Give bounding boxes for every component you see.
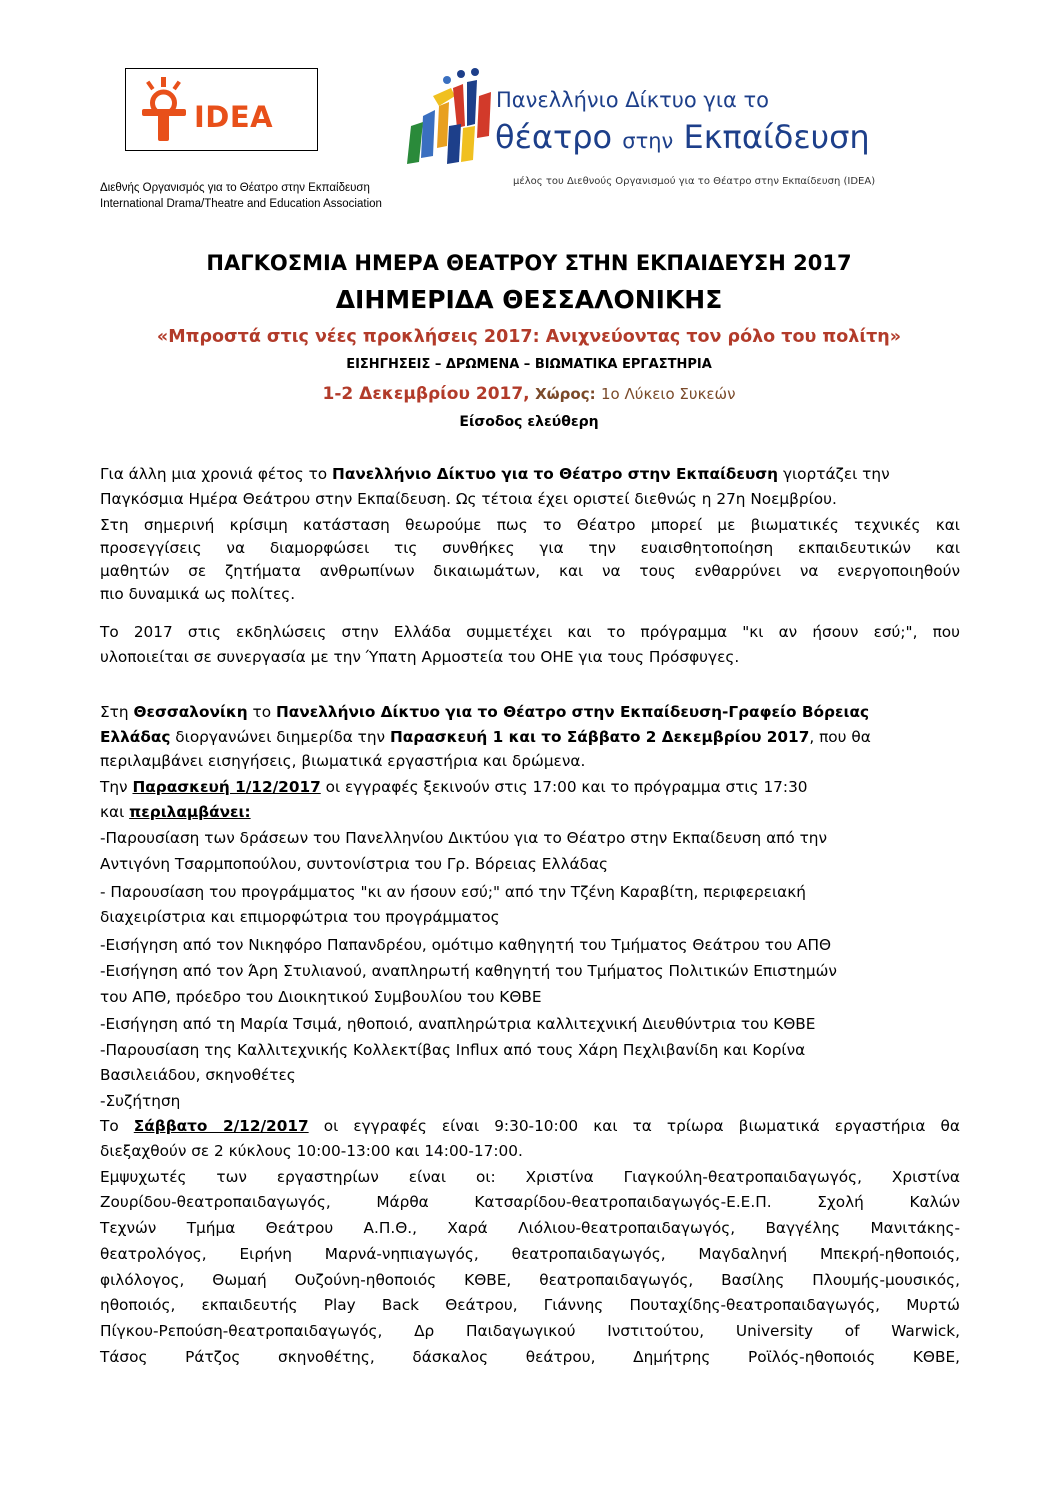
intro-line-2: Παγκόσμια Ημέρα Θεάτρου στην Εκπαίδευση. Ως τέτοια έχει οριστεί διεθνώς η 27η Νοεμβρίου.: [100, 490, 837, 508]
network-logo-line2: θέατρο στην Εκπαίδευση: [495, 118, 870, 156]
page-subtitle: ΔΙΗΜΕΡΙΔΑ ΘΕΣΣΑΛΟΝΙΚΗΣ: [335, 285, 723, 314]
entry-note: Είσοδος ελεύθερη: [459, 414, 599, 430]
idea-logo-text: IDEA: [194, 100, 274, 134]
network-figures-icon: [403, 66, 498, 166]
idea-logo: [125, 68, 318, 151]
saturday-cycles: διεξαχθούν σε 2 κύκλους 10:00-13:00 και 14:00-17:00.: [100, 1142, 523, 1160]
workshop-line: Τάσος Ράτζος σκηνοθέτης, δάσκαλος θεάτρου, Δημήτρης Ροϊλός-ηθοποιός ΚΘΒΕ,: [100, 1348, 960, 1366]
intro-line-5: μαθητών σε ζητήματα ανθρωπίνων δικαιωμάτων, και να τους ενθαρρύνει να ενεργοποιηθούν: [100, 562, 960, 580]
workshop-line: ηθοποιός, εκπαιδευτής Play Back Θεάτρου, Γιάννης Πουταχίδης-θεατροπαιδαγωγός, Μυρτώ: [100, 1296, 960, 1314]
association-english: International Drama/Theatre and Education Association: [100, 198, 382, 210]
association-greek: Διεθνής Οργανισμός για το Θέατρο στην Εκπαίδευση: [100, 182, 370, 194]
intro-line-3: Στη σημερινή κρίσιμη κατάσταση θεωρούμε πως το Θέατρο μπορεί με βιωματικές τεχνικές και: [100, 516, 960, 534]
venue-name: 1ο Λύκειο Συκεών: [601, 385, 736, 403]
intro-line-7: Το 2017 στις εκδηλώσεις στην Ελλάδα συμμετέχει και το πρόγραμμα "κι αν ήσουν εσύ;", που: [100, 623, 960, 641]
program-item: -Εισήγηση από τον Νικηφόρο Παπανδρέου, ομότιμο καθηγητή του Τμήματος Θεάτρου του ΑΠΘ: [100, 936, 832, 954]
thess-line-3: περιλαμβάνει εισηγήσεις, βιωματικά εργαστήρια και δρώμενα.: [100, 752, 586, 770]
intro-line-4: προσεγγίσεις να διαμορφώσει τις συνθήκες για την ευαισθητοποίηση εκπαιδευτικών και: [100, 539, 960, 557]
saturday-line: Το Σάββατο 2/12/2017 οι εγγραφές είναι 9:30-10:00 και τα τρίωρα βιωματικά εργαστήρια θα: [100, 1117, 960, 1135]
event-theme: «Μπροστά στις νέες προκλήσεις 2017: Ανιχνεύοντας τον ρόλο του πολίτη»: [156, 327, 902, 347]
event-dates: [0, 384, 1058, 404]
friday-includes: και περιλαμβάνει:: [100, 803, 251, 821]
event-date-text: 1-2 Δεκεμβρίου 2017,: [322, 384, 530, 404]
workshop-line: Πίγκου-Ρεπούση-θεατροπαιδαγωγός, Δρ Παιδαγωγικού Ινστιτούτου, University of Warwick,: [100, 1322, 960, 1340]
program-item: Αντιγόνη Τσαρμποπούλου, συντονίστρια του Γρ. Βόρειας Ελλάδας: [100, 855, 609, 873]
program-item: διαχειρίστρια και επιμορφώτρια του προγράμματος: [100, 908, 500, 926]
thess-line-2: Ελλάδας διοργανώνει διημερίδα την Παρασκευή 1 και το Σάββατο 2 Δεκεμβρίου 2017, που θα: [100, 728, 871, 746]
network-logo: [403, 66, 876, 198]
workshop-line: Τεχνών Τμήμα Θεάτρου Α.Π.Θ., Χαρά Λιόλιου-θεατροπαιδαγωγός, Βαγγέλης Μανιτάκης-: [100, 1219, 960, 1237]
intro-line-8: υλοποιείται σε συνεργασία με την Ύπατη Αρμοστεία του ΟΗΕ για τους Πρόσφυγες.: [100, 648, 740, 666]
workshop-line: Ζουρίδου-θεατροπαιδαγωγός, Μάρθα Κατσαρίδου-θεατροπαιδαγωγός-Ε.Ε.Π. Σχολή Καλών: [100, 1193, 960, 1211]
thess-line-1: Στη Θεσσαλονίκη το Πανελλήνιο Δίκτυο για το Θέατρο στην Εκπαίδευση-Γραφείο Βόρειας: [100, 703, 870, 721]
program-item: -Συζήτηση: [100, 1092, 181, 1110]
page-title: ΠΑΓΚΟΣΜΙΑ ΗΜΕΡΑ ΘΕΑΤΡΟΥ ΣΤΗΝ ΕΚΠΑΙΔΕΥΣΗ 2017: [206, 251, 852, 275]
intro-line-1: Για άλλη μια χρονιά φέτος το Πανελλήνιο Δίκτυο για το Θέατρο στην Εκπαίδευση γιορτάζει την: [100, 465, 890, 483]
program-item: - Παρουσίαση του προγράμματος "κι αν ήσουν εσύ;" από την Τζένη Καραβίτη, περιφερειακή: [100, 883, 806, 901]
event-formats: ΕΙΣΗΓΗΣΕΙΣ – ΔΡΩΜΕΝΑ – ΒΙΩΜΑΤΙΚΑ ΕΡΓΑΣΤΗΡΙΑ: [346, 357, 712, 372]
idea-figure-icon: [138, 75, 190, 145]
program-item: -Παρουσίαση των δράσεων του Πανελληνίου Δικτύου για το Θέατρο στην Εκπαίδευση από την: [100, 829, 828, 847]
venue-label: Χώρος:: [535, 385, 596, 403]
network-logo-tagline: μέλος του Διεθνούς Οργανισμού για το Θέατρο στην Εκπαίδευση (IDEA): [513, 176, 876, 187]
network-logo-line1: Πανελλήνιο Δίκτυο για το: [496, 88, 769, 112]
friday-line: Την Παρασκευή 1/12/2017 οι εγγραφές ξεκινούν στις 17:00 και το πρόγραμμα στις 17:30: [100, 778, 808, 796]
workshop-line: θεατρολόγος, Ειρήνη Μαρνά-νηπιαγωγός, θεατροπαιδαγωγός, Μαγδαληνή Μπεκρή-ηθοποιός,: [100, 1245, 960, 1263]
program-item: του ΑΠΘ, πρόεδρο του Διοικητικού Συμβουλίου του ΚΘΒΕ: [100, 988, 542, 1006]
workshop-line: φιλόλογος, Θωμαή Ουζούνη-ηθοποιός ΚΘΒΕ, θεατροπαιδαγωγός, Βασίλης Πλουμής-μουσικός,: [100, 1271, 960, 1289]
intro-line-6: πιο δυναμικά ως πολίτες.: [100, 585, 296, 603]
program-item: Βασιλειάδου, σκηνοθέτες: [100, 1066, 296, 1084]
program-item: -Εισήγηση από τη Μαρία Τσιμά, ηθοποιό, αναπληρώτρια καλλιτεχνική Διευθύντρια του ΚΘΒΕ: [100, 1015, 816, 1033]
program-item: -Εισήγηση από τον Άρη Στυλιανού, αναπληρωτή καθηγητή του Τμήματος Πολιτικών Επιστημών: [100, 962, 837, 980]
workshop-line: Εμψυχωτές των εργαστηρίων είναι οι: Χριστίνα Γιαγκούλη-θεατροπαιδαγωγός, Χριστίνα: [100, 1168, 960, 1186]
program-item: -Παρουσίαση της Καλλιτεχνικής Κολλεκτίβας Influx από τους Χάρη Πεχλιβανίδη και Κορίνα: [100, 1041, 806, 1059]
